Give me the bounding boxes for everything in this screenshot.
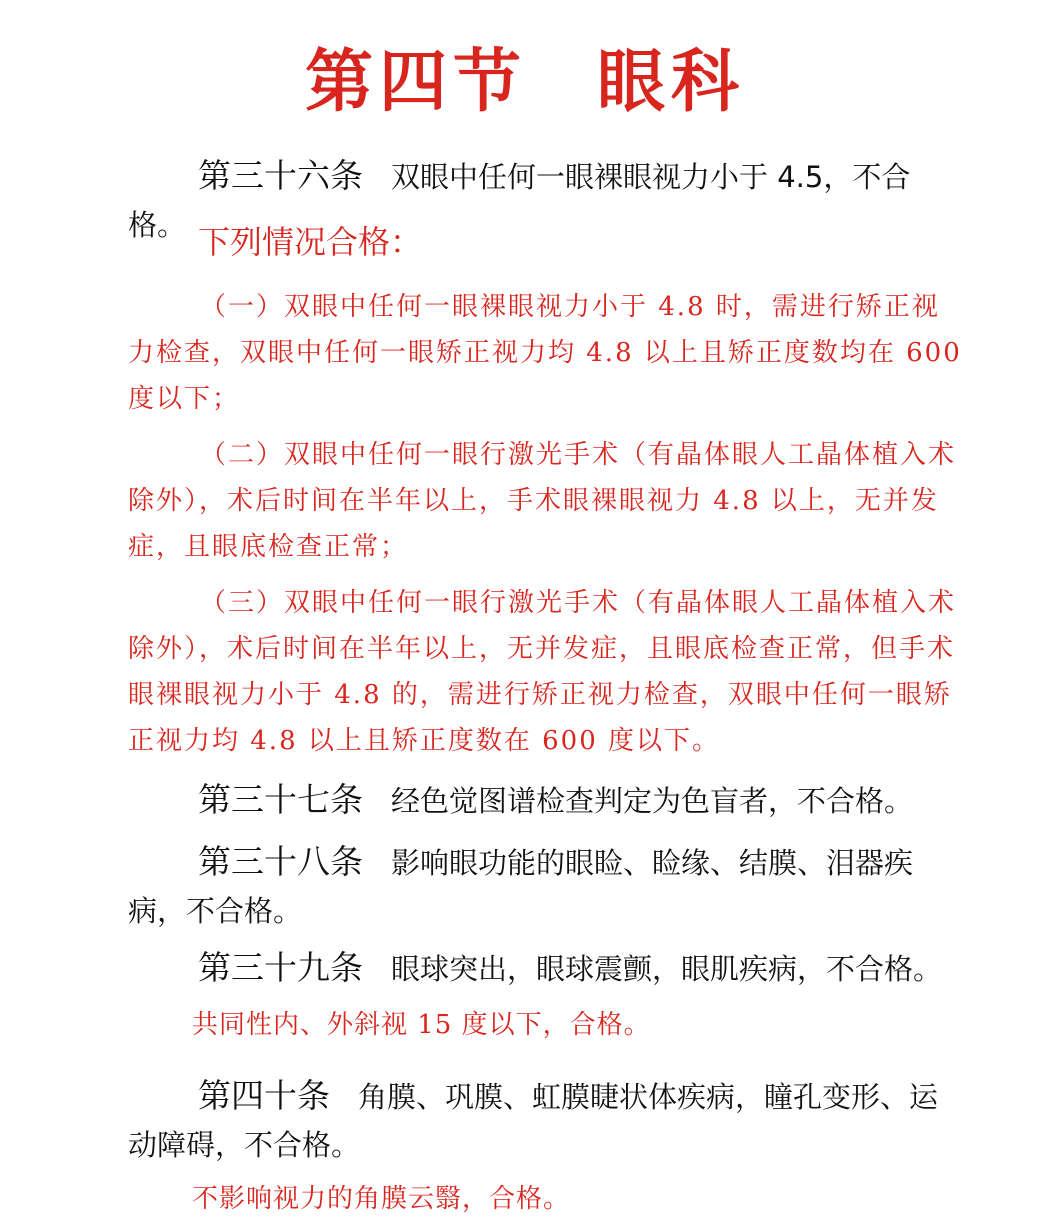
case-item: （二）双眼中任何一眼行激光手术（有晶体眼人工晶体植入术除外），术后时间在半年以上，手术眼裸眼视力 4.8 以上，无并发症，且眼底检查正常； [128, 440, 957, 562]
article-number: 第三十八条 [198, 842, 363, 881]
title-section-number: 第四节 [304, 43, 527, 122]
article-39 [128, 944, 963, 993]
title-section-name: 眼科 [597, 43, 746, 122]
article-40 [128, 1072, 963, 1169]
case-item: （三）双眼中任何一眼行激光手术（有晶体眼人工晶体植入术除外），术后时间在半年以上，无并发症，且眼底检查正常，但手术眼裸眼视力小于 4.8 的，需进行矫正视力检查，双眼中任何一眼矫正视力均 4.8 以上且矫正度数在 600 度以下。 [128, 588, 957, 756]
article-37 [128, 776, 963, 825]
article-40-note: 不影响视力的角膜云翳，合格。 [192, 1184, 571, 1214]
qualified-heading: 下列情况合格： [198, 223, 423, 261]
article-38 [128, 838, 963, 935]
article-39-note: 共同性内、外斜视 15 度以下，合格。 [192, 1010, 651, 1040]
article-text: 经色觉图谱检查判定为色盲者，不合格。 [391, 784, 914, 818]
article-number: 第三十六条 [198, 156, 363, 195]
article-number: 第三十九条 [198, 948, 363, 987]
section-title [0, 38, 1050, 128]
case-item: （一）双眼中任何一眼裸眼视力小于 4.8 时，需进行矫正视力检查，双眼中任何一眼矫正视力均 4.8 以上且矫正度数均在 600 度以下； [128, 292, 962, 414]
article-number: 第三十七条 [198, 780, 363, 819]
article-number: 第四十条 [198, 1076, 330, 1115]
article-text: 眼球突出，眼球震颤，眼肌疾病，不合格。 [391, 952, 943, 986]
article-text: 双眼中任何一眼裸眼视力小于 4.5，不合格。 [128, 160, 911, 242]
article-text: 影响眼功能的眼睑、睑缘、结膜、泪器疾病，不合格。 [128, 846, 914, 928]
article-text: 角膜、巩膜、虹膜睫状体疾病，瞳孔变形、运动障碍，不合格。 [128, 1080, 939, 1162]
